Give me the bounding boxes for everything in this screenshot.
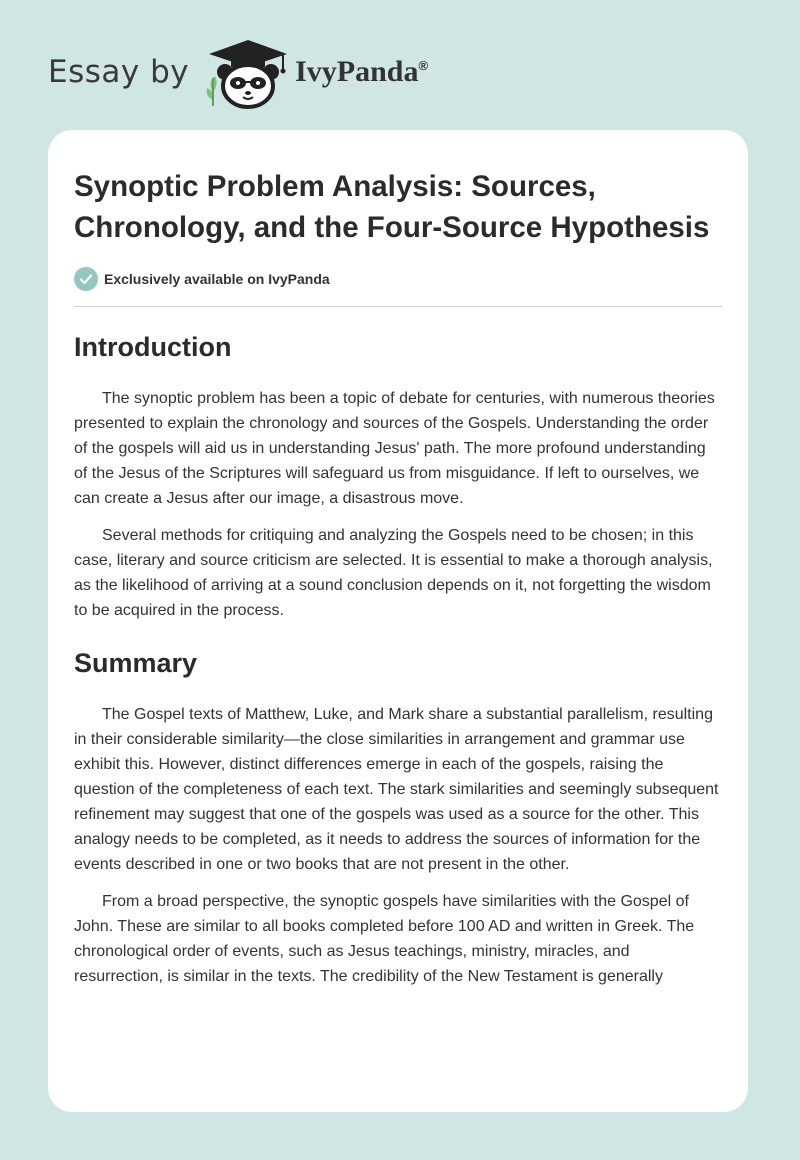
brand-header: [48, 34, 428, 110]
exclusive-badge: [74, 266, 722, 292]
divider: [74, 306, 722, 307]
brand-name: IvyPanda®: [295, 55, 429, 88]
paragraph: Several methods for critiquing and analyzing the Gospels need to be chosen; in this case, literary and source criticism are selected. It is essential to make a thorough analysis, as the likelihood of arriving at a sound conclusion depends on it, not forgetting the wisdom to be acquired in the process.: [74, 527, 713, 619]
paragraph: The Gospel texts of Matthew, Luke, and Mark share a substantial parallelism, resulting in their considerable similarity—the close similarities in arrangement and grammar use exhibit this. However, distinct differences emerge in each of the gospels, raising the question of the completeness of each text. The stark similarities and seemingly subsequent refinement may suggest that one of the gospels was used as a source for the other. This analogy needs to be completed, as it needs to address the sources of information for the events described in one or two books that are not present in the other.: [74, 706, 719, 873]
section-heading: Introduction: [74, 332, 232, 362]
check-icon: [74, 267, 98, 291]
section-introduction: [74, 331, 722, 623]
exclusive-label: Exclusively available on IvyPanda: [104, 271, 330, 287]
paragraph: The synoptic problem has been a topic of debate for centuries, with numerous theories presented to explain the chronology and sources of the Gospels. Understanding the order of the gospels will aid us in understanding Jesus' path. The more profound understanding of the Jesus of the Scriptures will safeguard us from misguidance. If left to ourselves, we can create a Jesus after our image, a disastrous move.: [74, 390, 715, 507]
article-title: Synoptic Problem Analysis: Sources, Chronology, and the Four-Source Hypothesis: [74, 170, 710, 244]
section-heading: Summary: [74, 648, 198, 678]
article-card: [48, 130, 748, 1112]
paragraph: From a broad perspective, the synoptic gospels have similarities with the Gospel of John. These are similar to all books completed before 100 AD and written in Greek. The chronological order of events, such as Jesus teachings, ministry, miracles, and resurrection, is similar in the texts. The credibility of the New Testament is generally: [74, 893, 695, 985]
panda-graduate-icon: [203, 34, 293, 110]
section-summary: [74, 647, 722, 989]
brand-prefix: Essay by: [48, 54, 190, 90]
